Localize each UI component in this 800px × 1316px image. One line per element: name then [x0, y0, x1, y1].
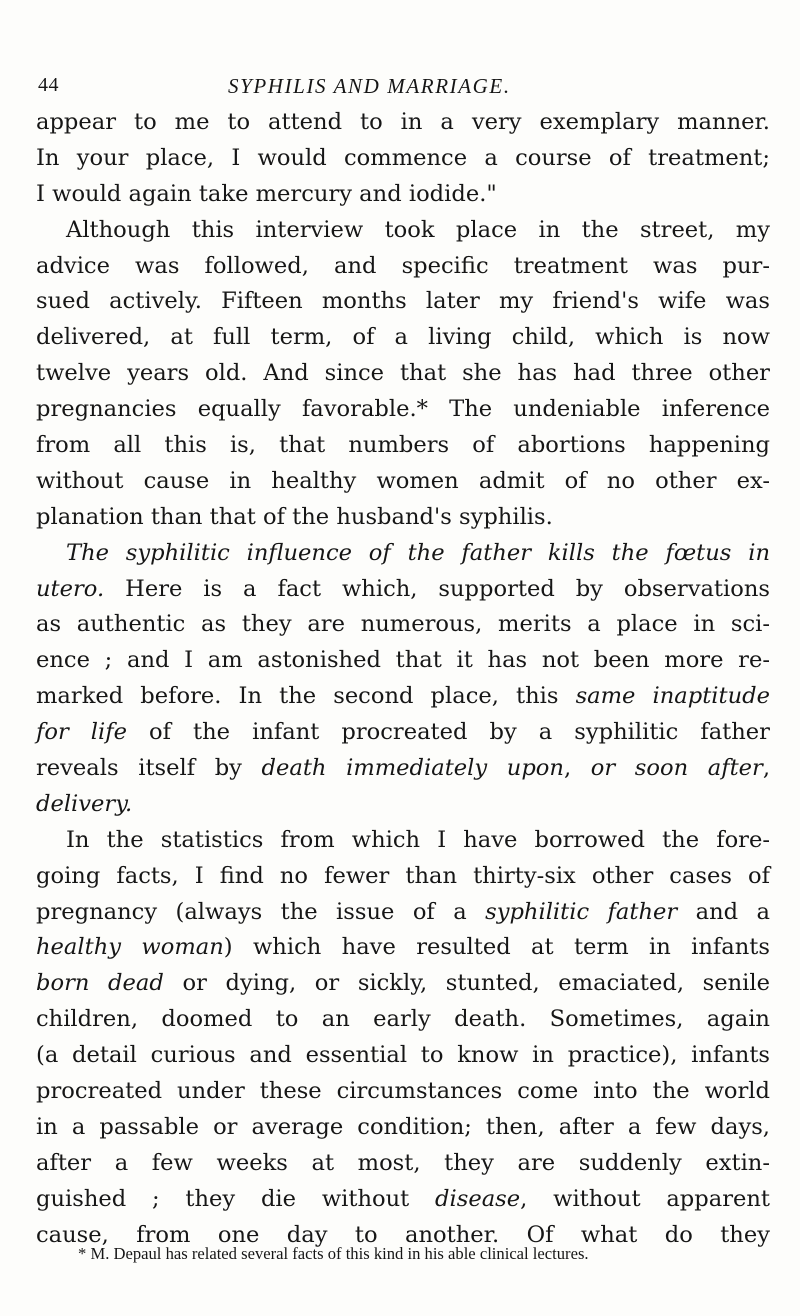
italic-phrase: same inaptitude: [575, 683, 770, 710]
text-line: delivered, at full term, of a living child, which is now: [36, 324, 770, 351]
body-text: [36, 105, 770, 1254]
text-line: pregnancies equally favorable.* The undeniable inference: [36, 396, 770, 423]
text-run: pregnancy (always the issue of a: [36, 898, 486, 925]
text-line: cause, from one day to another. Of what do they: [36, 1221, 770, 1248]
text-line: ence ; and I am astonished that it has not been more re-: [36, 647, 770, 674]
italic-phrase: or soon after: [590, 755, 763, 782]
text-line: procreated under these circumstances come into the world: [36, 1078, 770, 1105]
italic-phrase: syphilitic father: [485, 898, 678, 925]
italic-phrase: delivery.: [36, 790, 133, 817]
text-line: Although this interview took place in the street, my: [66, 216, 770, 243]
text-line: planation than that of the husband's syphilis.: [36, 503, 553, 530]
text-line: [36, 751, 770, 787]
running-head: [38, 74, 762, 102]
text-run: guished ; they die without: [36, 1185, 436, 1212]
text-line: [36, 787, 770, 823]
text-run: reveals itself by: [36, 755, 262, 782]
text-line: [36, 966, 770, 1002]
text-line: sued actively. Fifteen months later my friend's wife was: [36, 288, 770, 315]
text-line: [36, 572, 770, 608]
text-line: I would again take mercury and iodide.": [36, 180, 497, 207]
text-line: as authentic as they are numerous, merits a place in sci-: [36, 611, 770, 638]
italic-phrase: healthy woman: [36, 934, 224, 961]
text-line: In the statistics from which I have borrowed the fore-: [66, 826, 770, 853]
text-line: [36, 536, 770, 572]
text-line: twelve years old. And since that she has had three other: [36, 360, 770, 387]
italic-phrase: utero.: [36, 575, 105, 602]
text-run: of the infant procreated by a syphilitic father: [127, 719, 770, 746]
text-run: or dying, or sickly, stunted, emaciated, senile: [163, 970, 770, 997]
italic-phrase: born dead: [36, 970, 164, 997]
text-line: [36, 1182, 770, 1218]
italic-phrase: for life: [36, 719, 127, 746]
text-line: without cause in healthy women admit of no other ex-: [36, 467, 770, 494]
page-number: 44: [38, 74, 59, 96]
italic-phrase: death immediately upon: [261, 755, 564, 782]
text-run: marked before. In the second place, this: [36, 683, 576, 710]
text-line: [36, 715, 770, 751]
text-run: , without apparent: [520, 1185, 770, 1212]
text-line: going facts, I find no fewer than thirty-six other cases of: [36, 862, 770, 889]
text-line: after a few weeks at most, they are suddenly extin-: [36, 1149, 770, 1176]
text-run: Here is a fact which, supported by observations: [104, 575, 770, 602]
text-run: ,: [762, 755, 771, 782]
text-line: advice was followed, and specific treatment was pur-: [36, 252, 770, 279]
text-line: children, doomed to an early death. Sometimes, again: [36, 1006, 770, 1033]
text-run: ) which have resulted at term in infants: [223, 934, 770, 961]
italic-phrase: The syphilitic influence of the father kills the fœtus in: [66, 539, 770, 566]
text-line: [36, 679, 770, 715]
text-run: ,: [563, 755, 591, 782]
text-line: from all this is, that numbers of abortions happening: [36, 432, 770, 459]
text-line: [36, 930, 770, 966]
text-line: appear to me to attend to in a very exemplary manner.: [36, 109, 770, 135]
text-line: [36, 895, 770, 931]
footnote: * M. Depaul has related several facts of this kind in his able clinical lectures.: [78, 1244, 589, 1263]
running-title: SYPHILIS AND MARRIAGE.: [228, 74, 511, 98]
text-line: in a passable or average condition; then, after a few days,: [36, 1113, 770, 1140]
text-run: and a: [677, 898, 770, 925]
italic-phrase: disease: [435, 1185, 521, 1212]
text-line: (a detail curious and essential to know in practice), infants: [36, 1042, 770, 1069]
text-line: In your place, I would commence a course of treatment;: [36, 144, 770, 171]
